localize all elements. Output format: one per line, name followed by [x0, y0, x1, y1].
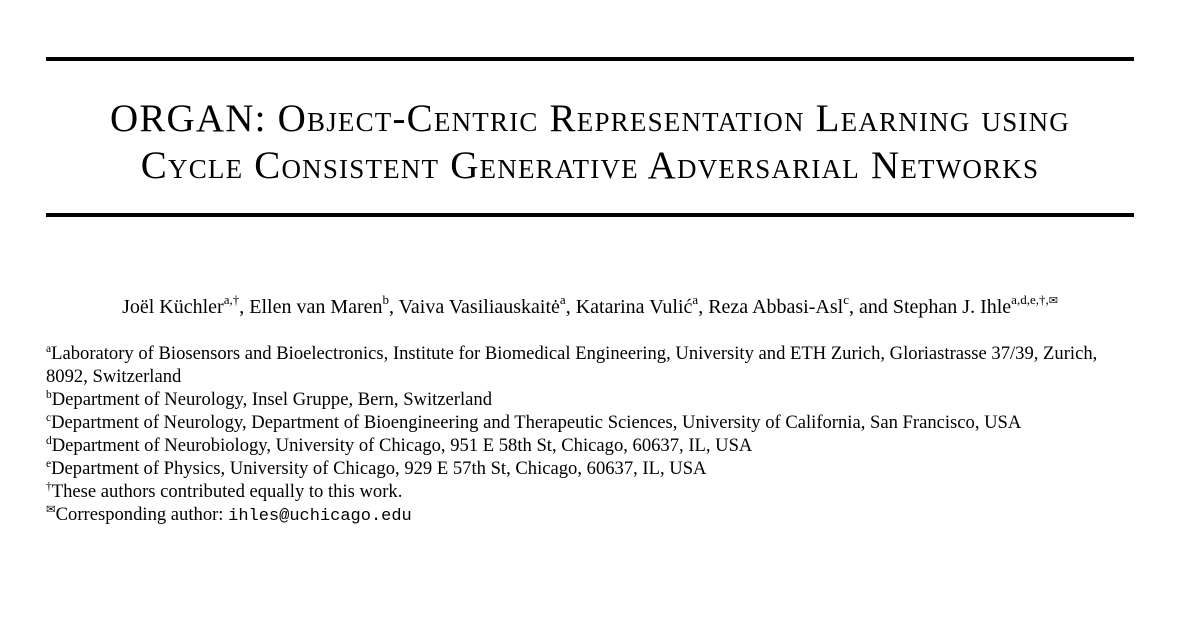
affiliation-text: Department of Neurology, Department of Bioengineering and Therapeutic Sciences, University of California, San Francisco, USA	[51, 412, 1022, 433]
author-name: Ellen van Maren	[249, 296, 383, 318]
author-affiliation-marks	[1011, 292, 1058, 307]
affiliation-mark: d	[46, 435, 52, 447]
author-name: Stephan J. Ihle	[892, 296, 1012, 318]
envelope-icon: ✉	[1048, 295, 1058, 307]
affiliation-text: Department of Neurology, Insel Gruppe, Bern, Switzerland	[51, 389, 493, 410]
top-rule	[46, 57, 1134, 61]
author-name: Joël Küchler	[122, 296, 224, 318]
author-affiliation-marks: c	[843, 292, 849, 307]
author-separator: ,	[389, 296, 399, 318]
affiliation-b	[46, 388, 1141, 411]
author-affiliation-marks-text: a,d,e,†,	[1011, 292, 1049, 307]
author-affiliation-marks: a,†	[223, 292, 240, 307]
affiliation-mark: c	[46, 412, 52, 424]
dagger-mark: †	[46, 481, 52, 493]
corresponding-author-note	[46, 503, 1141, 528]
author-separator: ,	[698, 296, 709, 318]
author-list	[46, 294, 1134, 320]
author-name: Vaiva Vasiliauskaitė	[398, 296, 560, 318]
equal-contribution-text: These authors contributed equally to this work.	[51, 481, 403, 502]
corresponding-author-email[interactable]: ihles@uchicago.edu	[228, 507, 412, 526]
author-separator: ,	[565, 296, 576, 318]
author-name: Katarina Vulić	[575, 296, 693, 318]
envelope-icon: ✉	[46, 504, 56, 516]
bottom-rule	[46, 213, 1134, 217]
author-affiliation-marks: b	[382, 292, 390, 307]
corresponding-author-label: Corresponding author:	[55, 504, 229, 525]
affiliation-mark: e	[46, 458, 52, 470]
author-affiliation-marks: a	[692, 292, 699, 307]
affiliation-text: Department of Neurobiology, University of Chicago, 951 E 58th St, Chicago, 60637, IL, USA	[51, 435, 753, 456]
author-affiliation-marks: a	[559, 292, 566, 307]
author-name: Reza Abbasi-Asl	[708, 296, 844, 318]
affiliation-a	[46, 342, 1141, 388]
paper-title	[46, 95, 1134, 189]
affiliation-list	[46, 342, 1141, 528]
affiliation-mark: a	[46, 343, 52, 355]
affiliation-e	[46, 457, 1141, 480]
affiliation-c	[46, 411, 1141, 434]
affiliation-text: Laboratory of Biosensors and Bioelectronics, Institute for Biomedical Engineering, University and ETH Zurich, Gloriastrasse 37/39, Zurich, 8092, Switzerland	[46, 343, 1098, 387]
affiliation-d	[46, 434, 1141, 457]
equal-contribution-note	[46, 480, 1141, 503]
author-separator: ,	[239, 296, 250, 318]
affiliation-text: Department of Physics, University of Chicago, 929 E 57th St, Chicago, 60637, IL, USA	[51, 458, 707, 479]
title-line-1: ORGAN: Object-Centric Representation Learning using	[109, 97, 1071, 140]
affiliation-mark: b	[46, 389, 52, 401]
author-separator: , and	[848, 296, 893, 318]
title-line-2: Cycle Consistent Generative Adversarial Networks	[140, 144, 1040, 187]
